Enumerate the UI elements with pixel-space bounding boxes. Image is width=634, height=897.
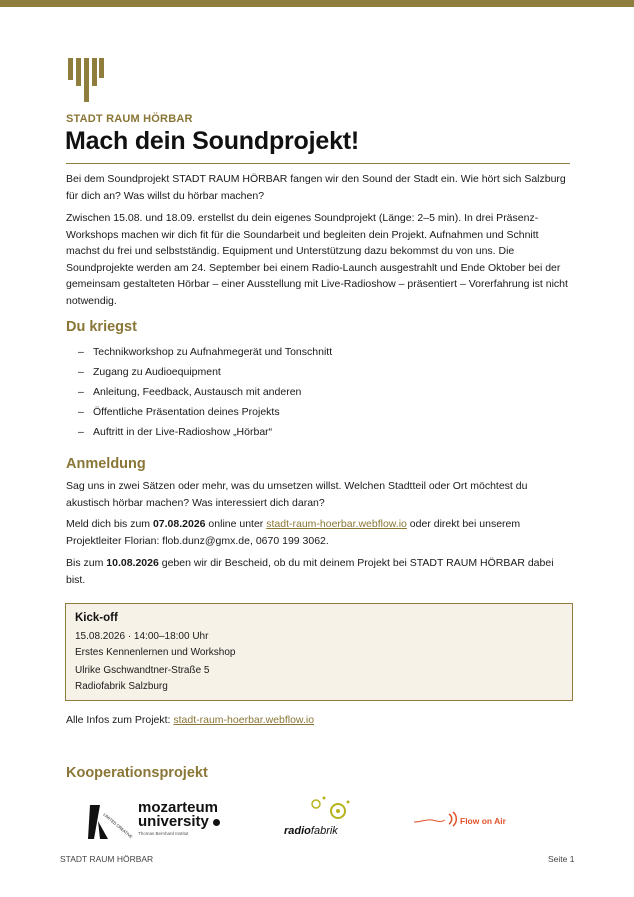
list-item: – Öffentliche Präsentation deines Projekts (78, 406, 280, 418)
signup-heading: Anmeldung (66, 456, 146, 472)
kickoff-datetime: 15.08.2026 · 14:00–18:00 Uhr (75, 631, 209, 642)
signup-paragraph-2: Meld dich bis zum 07.08.2026 online unter stadt-raum-hoerbar.webflow.io oder direkt bei unserem Projektleiter Florian: flob.dunz@gmx.de, 0670 199 3062. (66, 518, 521, 547)
kickoff-box (65, 603, 573, 701)
partners-heading: Kooperationsprojekt (66, 765, 208, 781)
mozarteum-logo: mozarteum university Thomas Bernhard Institut (138, 801, 248, 836)
info-line: Alle Infos zum Projekt: stadt-raum-hoerbar.webflow.io (66, 714, 315, 726)
list-item: – Auftritt in der Live-Radioshow „Hörbar“ (78, 426, 273, 438)
kickoff-description: Erstes Kennenlernen und Workshop (75, 647, 236, 658)
title-divider (66, 163, 570, 164)
signup-paragraph-3: Bis zum 10.08.2026 geben wir dir Bescheid, ob du mit deinem Projekt bei STADT RAUM HÖRBAR dabei bist. (66, 557, 554, 586)
kickoff-street: Ulrike Gschwandtner-Straße 5 (75, 665, 210, 676)
intro-paragraph-2: Zwischen 15.08. und 18.09. erstellst du dein eigenes Soundprojekt (Länge: 2–5 min). In drei Präsenz-Workshops machen wir dich fit für die Soundarbeit und begleiten dein Projekt. Aufnahmen und Schnitt machst du frei und selbstständig. Equipment und Unterstützung dazu bekommst du von uns. Die Soundprojekte werden am 24. September bei einem Radio-Launch ausgestrahlt und Ende Oktober bei der gemeinsam gestalteten Hörbar – einer Ausstellung mit Live-Radioshow – präsentiert – Vorerfahrung ist nicht notwendig. (66, 212, 568, 307)
limited-creative-logo-icon (86, 801, 134, 843)
kickoff-venue: Radiofabrik Salzburg (75, 681, 168, 692)
list-item: – Anleitung, Feedback, Austausch mit anderen (78, 386, 302, 398)
radiofabrik-logo: radiofabrik (284, 825, 338, 837)
limited-creative-text: LIMITED CREATIVE (102, 811, 134, 840)
brand-logo-icon (68, 58, 104, 102)
top-accent-bar (0, 0, 634, 7)
radiofabrik-burst-icon (306, 795, 352, 825)
intro-paragraph-1: Bei dem Soundprojekt STADT RAUM HÖRBAR fangen wir den Sound der Stadt ein. Wie hört sich Salzburg für dich an? Was willst du hörbar machen? (66, 173, 566, 202)
partner-logos (0, 795, 634, 845)
flow-on-air-logo: Flow on Air (460, 816, 506, 826)
list-item: – Zugang zu Audioequipment (78, 366, 221, 378)
benefits-heading: Du kriegst (66, 319, 137, 335)
list-item: – Technikworkshop zu Aufnahmegerät und Tonschnitt (78, 346, 333, 358)
kicker: STADT RAUM HÖRBAR (66, 113, 193, 125)
signup-link[interactable]: stadt-raum-hoerbar.webflow.io (266, 518, 407, 530)
page-title: Mach dein Soundprojekt! (65, 127, 360, 155)
footer-page-number: Seite 1 (548, 854, 575, 864)
kickoff-title: Kick-off (75, 612, 118, 624)
flow-on-air-wave-icon (414, 811, 460, 827)
benefits-list (78, 344, 332, 444)
footer-left: STADT RAUM HÖRBAR (60, 854, 154, 864)
info-link[interactable]: stadt-raum-hoerbar.webflow.io (173, 714, 315, 726)
signup-paragraph-1: Sag uns in zwei Sätzen oder mehr, was du umsetzen willst. Welchen Stadtteil oder Ort möchtest du akustisch hörbar machen? Was interessiert dich daran? (66, 480, 528, 509)
